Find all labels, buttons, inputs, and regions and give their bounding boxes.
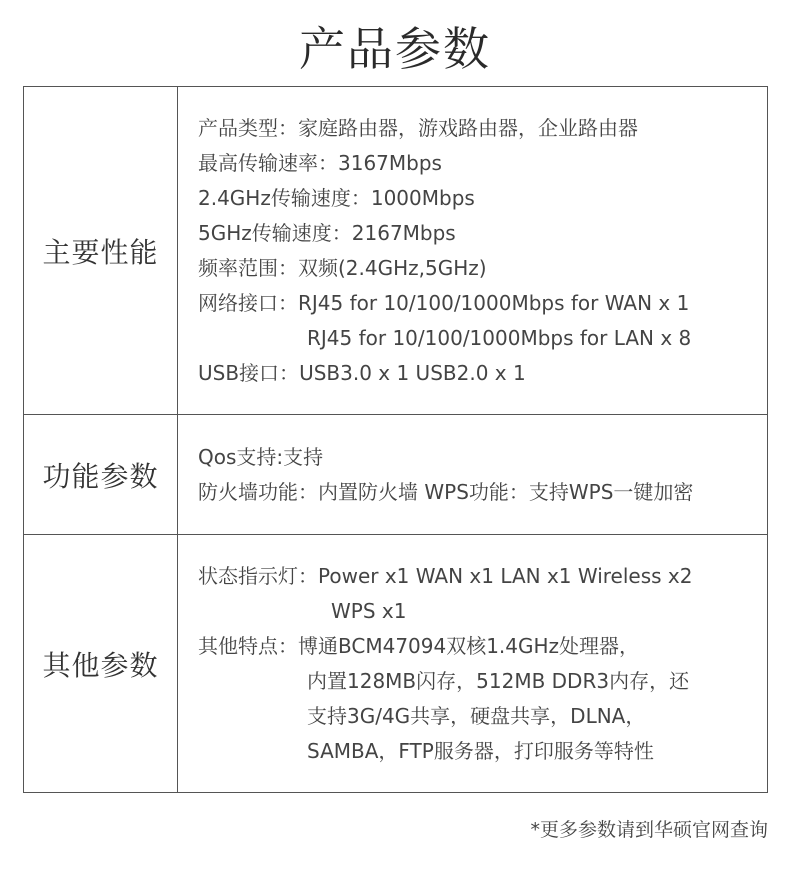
page-title: 产品参数: [299, 22, 491, 76]
spec-value: 内置防火墙 WPS功能：支持WPS一键加密: [318, 479, 694, 504]
spec-value: 支持: [283, 444, 324, 469]
spec-row-function-params: [24, 415, 768, 535]
category-label: 主要性能: [24, 87, 178, 415]
spec-row-main-performance: [24, 87, 768, 415]
spec-value: Power x1 WAN x1 LAN x1 Wireless x2: [318, 563, 693, 588]
spec-continuation: RJ45 for 10/100/1000Mbps for LAN x 8: [307, 325, 692, 350]
spec-value: 双频(2.4GHz,5GHz): [298, 255, 487, 280]
spec-label: 最高传输速率：: [198, 150, 338, 175]
spec-label: 频率范围：: [198, 255, 298, 280]
footnote: *更多参数请到华硕官网查询: [530, 819, 768, 841]
spec-line: [198, 629, 767, 664]
spec-line: [198, 559, 767, 594]
spec-details: [178, 535, 768, 793]
spec-line: [198, 146, 767, 181]
spec-line: [198, 286, 767, 321]
spec-value: 1000Mbps: [370, 185, 475, 210]
spec-value: 博通BCM47094双核1.4GHz处理器，: [298, 633, 640, 658]
spec-line: [198, 111, 767, 146]
spec-value: 3167Mbps: [338, 150, 442, 175]
spec-label: 产品类型：: [198, 115, 298, 140]
spec-line: [198, 475, 767, 510]
spec-line: [198, 440, 767, 475]
spec-line: [198, 181, 767, 216]
spec-line: [198, 251, 767, 286]
spec-table: [23, 86, 768, 793]
spec-label: Qos支持:: [198, 444, 284, 469]
category-label: 功能参数: [24, 415, 178, 535]
spec-details: [178, 415, 768, 535]
spec-label: USB接口：: [198, 360, 300, 385]
spec-label: 5GHz传输速度：: [198, 220, 352, 245]
spec-label: 其他特点：: [198, 633, 298, 658]
category-label: 其他参数: [24, 535, 178, 793]
spec-label: 状态指示灯：: [198, 563, 318, 588]
spec-line: [198, 216, 767, 251]
spec-value: 家庭路由器，游戏路由器，企业路由器: [298, 115, 638, 140]
spec-value: 2167Mbps: [351, 220, 456, 245]
spec-line: [198, 356, 767, 391]
spec-details: [178, 87, 768, 415]
spec-label: 防火墙功能：: [198, 479, 318, 504]
spec-value: USB3.0 x 1 USB2.0 x 1: [299, 360, 526, 385]
spec-row-other-params: [24, 535, 768, 793]
spec-label: 网络接口：: [198, 290, 298, 315]
spec-value: RJ45 for 10/100/1000Mbps for WAN x 1: [298, 290, 690, 315]
spec-continuation: 支持3G/4G共享，硬盘共享，DLNA，: [307, 703, 646, 728]
spec-continuation: WPS x1: [331, 598, 407, 623]
spec-continuation: SAMBA，FTP服务器，打印服务等特性: [307, 738, 654, 763]
spec-label: 2.4GHz传输速度：: [198, 185, 371, 210]
spec-continuation: 内置128MB闪存，512MB DDR3内存，还: [307, 668, 690, 693]
